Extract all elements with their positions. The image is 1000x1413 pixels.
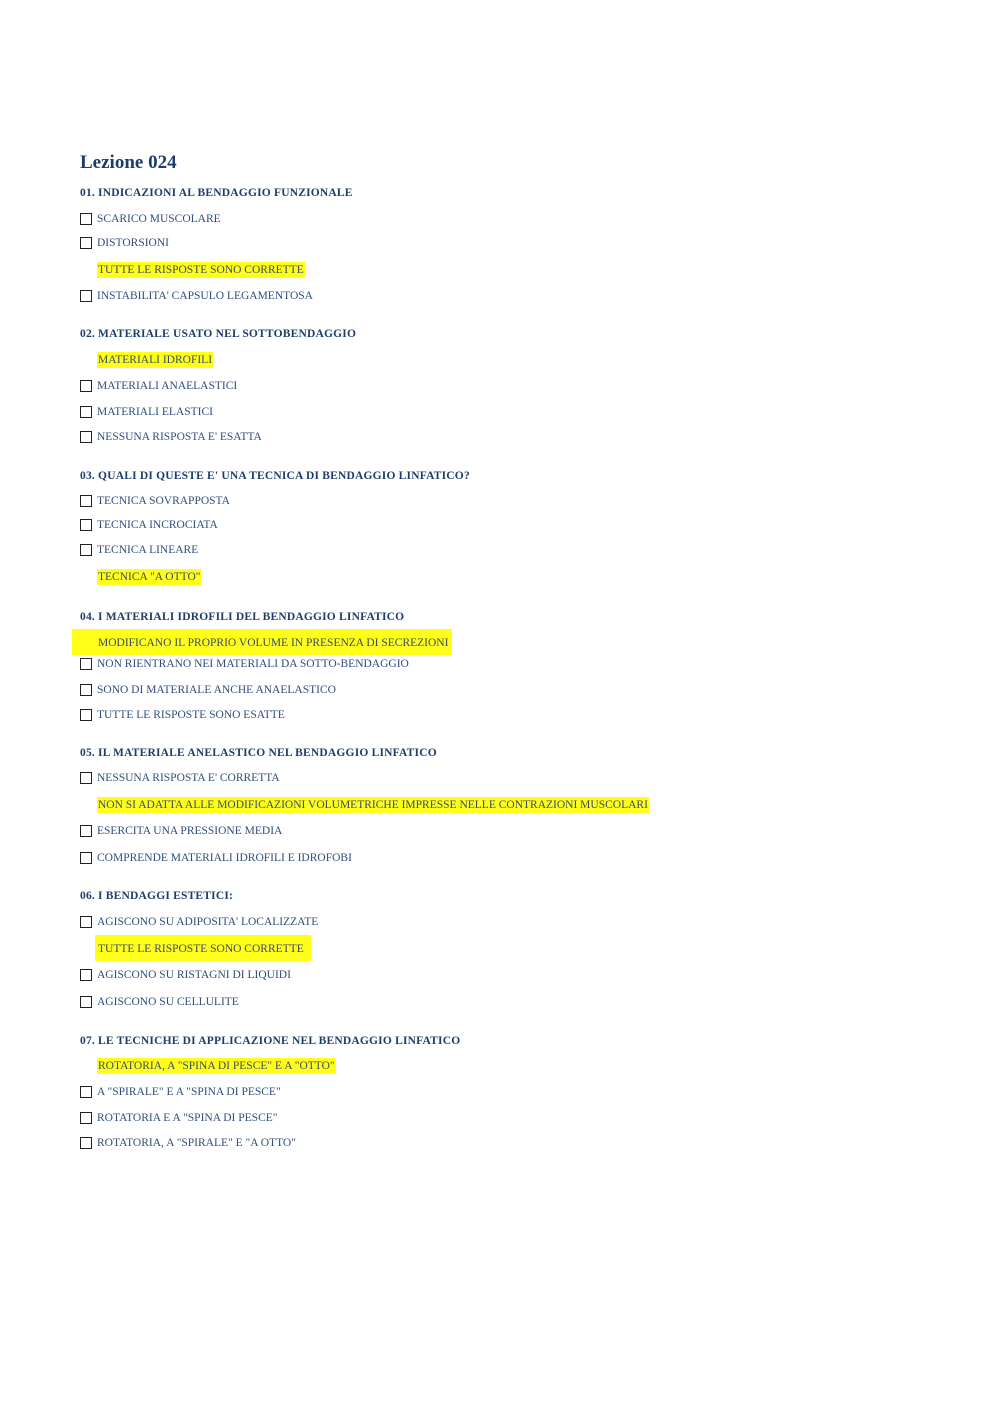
question-title: 04. I MATERIALI IDROFILI DEL BENDAGGIO LINFATICO (80, 611, 405, 623)
checkbox[interactable] (80, 1086, 92, 1098)
answer-option[interactable] (80, 211, 353, 227)
checkbox[interactable] (80, 709, 92, 721)
answer-option[interactable] (80, 517, 470, 533)
answer-option[interactable] (80, 850, 437, 866)
answer-text: DISTORSIONI (97, 237, 169, 249)
correct-answer (80, 635, 449, 651)
question-title: 06. I BENDAGGI ESTETICI: (80, 890, 234, 902)
answer-text-highlighted: MODIFICANO IL PROPRIO VOLUME IN PRESENZA DI SECREZIONI (98, 637, 449, 649)
question-6 (80, 888, 319, 1010)
question-2 (80, 326, 356, 445)
answer-text: A "SPIRALE" E A "SPINA DI PESCE" (97, 1086, 281, 1098)
question-1 (80, 185, 353, 304)
answer-text: TECNICA INCROCIATA (97, 519, 218, 531)
answer-text: MATERIALI ANAELASTICI (97, 380, 238, 392)
answer-option[interactable] (80, 823, 437, 839)
checkbox[interactable] (80, 658, 92, 670)
answer-text: NON RIENTRANO NEI MATERIALI DA SOTTO-BENDAGGIO (97, 658, 409, 670)
answer-option[interactable] (80, 235, 353, 251)
answer-text: INSTABILITA' CAPSULO LEGAMENTOSA (97, 290, 313, 302)
checkbox[interactable] (80, 1137, 92, 1149)
question-title: 07. LE TECNICHE DI APPLICAZIONE NEL BENDAGGIO LINFATICO (80, 1035, 461, 1047)
answer-option[interactable] (80, 967, 291, 983)
question-4 (80, 609, 449, 723)
question-title: 03. QUALI DI QUESTE E' UNA TECNICA DI BENDAGGIO LINFATICO? (80, 470, 470, 482)
answer-option[interactable] (80, 656, 409, 672)
question-title: 05. IL MATERIALE ANELASTICO NEL BENDAGGIO LINFATICO (80, 747, 437, 759)
answer-text-highlighted: TECNICA "A OTTO" (98, 571, 201, 583)
answer-option[interactable] (80, 914, 319, 930)
question-title: 02. MATERIALE USATO NEL SOTTOBENDAGGIO (80, 328, 357, 340)
answer-text: AGISCONO SU CELLULITE (97, 996, 239, 1008)
answer-option[interactable] (80, 770, 437, 786)
answer-text: ESERCITA UNA PRESSIONE MEDIA (97, 825, 283, 837)
answer-text: TECNICA SOVRAPPOSTA (97, 495, 230, 507)
checkbox[interactable] (80, 519, 92, 531)
answer-text-highlighted: TUTTE LE RISPOSTE SONO CORRETTE (98, 943, 304, 955)
answer-text: ROTATORIA E A "SPINA DI PESCE" (97, 1112, 278, 1124)
checkbox[interactable] (80, 1112, 92, 1124)
answer-text: SCARICO MUSCOLARE (97, 213, 221, 225)
checkbox[interactable] (80, 825, 92, 837)
answer-text-highlighted: TUTTE LE RISPOSTE SONO CORRETTE (98, 264, 304, 276)
answer-option[interactable] (80, 378, 356, 394)
answer-option[interactable] (80, 682, 404, 698)
correct-answer (80, 1058, 460, 1074)
checkbox[interactable] (80, 684, 92, 696)
answer-text: TUTTE LE RISPOSTE SONO ESATTE (97, 709, 285, 721)
correct-answer (80, 569, 470, 585)
checkbox[interactable] (80, 237, 92, 249)
checkbox[interactable] (80, 213, 92, 225)
correct-answer (80, 941, 304, 957)
question-3 (80, 468, 470, 585)
question-title: 01. INDICAZIONI AL BENDAGGIO FUNZIONALE (80, 187, 353, 199)
checkbox[interactable] (80, 772, 92, 784)
checkbox[interactable] (80, 290, 92, 302)
answer-option[interactable] (80, 1110, 460, 1126)
answer-option[interactable] (80, 288, 353, 304)
answer-text: NESSUNA RISPOSTA E' ESATTA (97, 431, 262, 443)
answer-option[interactable] (80, 707, 404, 723)
answer-text: SONO DI MATERIALE ANCHE ANAELASTICO (97, 684, 336, 696)
answer-option[interactable] (80, 493, 470, 509)
checkbox[interactable] (80, 916, 92, 928)
lesson-title: Lezione 024 (80, 152, 177, 173)
answer-option[interactable] (80, 429, 356, 445)
answer-text: MATERIALI ELASTICI (97, 406, 213, 418)
answer-text: TECNICA LINEARE (97, 544, 199, 556)
answer-text: COMPRENDE MATERIALI IDROFILI E IDROFOBI (97, 852, 352, 864)
checkbox[interactable] (80, 996, 92, 1008)
answer-text: AGISCONO SU ADIPOSITA' LOCALIZZATE (97, 916, 319, 928)
checkbox[interactable] (80, 852, 92, 864)
answer-option[interactable] (80, 1084, 460, 1100)
correct-answer (80, 352, 356, 368)
answer-option[interactable] (80, 542, 470, 558)
answer-text-highlighted: NON SI ADATTA ALLE MODIFICAZIONI VOLUMETRICHE IMPRESSE NELLE CONTRAZIONI MUSCOLARI (98, 799, 648, 811)
checkbox[interactable] (80, 380, 92, 392)
answer-text-highlighted: ROTATORIA, A "SPINA DI PESCE" E A "OTTO" (98, 1060, 335, 1072)
answer-option[interactable] (80, 994, 239, 1010)
correct-answer (80, 797, 648, 813)
answer-text: NESSUNA RISPOSTA E' CORRETTA (97, 772, 280, 784)
answer-option[interactable] (80, 404, 356, 420)
checkbox[interactable] (80, 544, 92, 556)
checkbox[interactable] (80, 406, 92, 418)
header-mark (480, 0, 520, 2)
question-5 (80, 745, 648, 866)
checkbox[interactable] (80, 495, 92, 507)
correct-answer (80, 262, 353, 278)
answer-option[interactable] (80, 1135, 460, 1151)
answer-text: AGISCONO SU RISTAGNI DI LIQUIDI (97, 969, 291, 981)
question-7 (80, 1033, 460, 1151)
answer-text-highlighted: MATERIALI IDROFILI (98, 354, 213, 366)
checkbox[interactable] (80, 969, 92, 981)
checkbox[interactable] (80, 431, 92, 443)
answer-text: ROTATORIA, A "SPIRALE" E "A OTTO" (97, 1137, 296, 1149)
